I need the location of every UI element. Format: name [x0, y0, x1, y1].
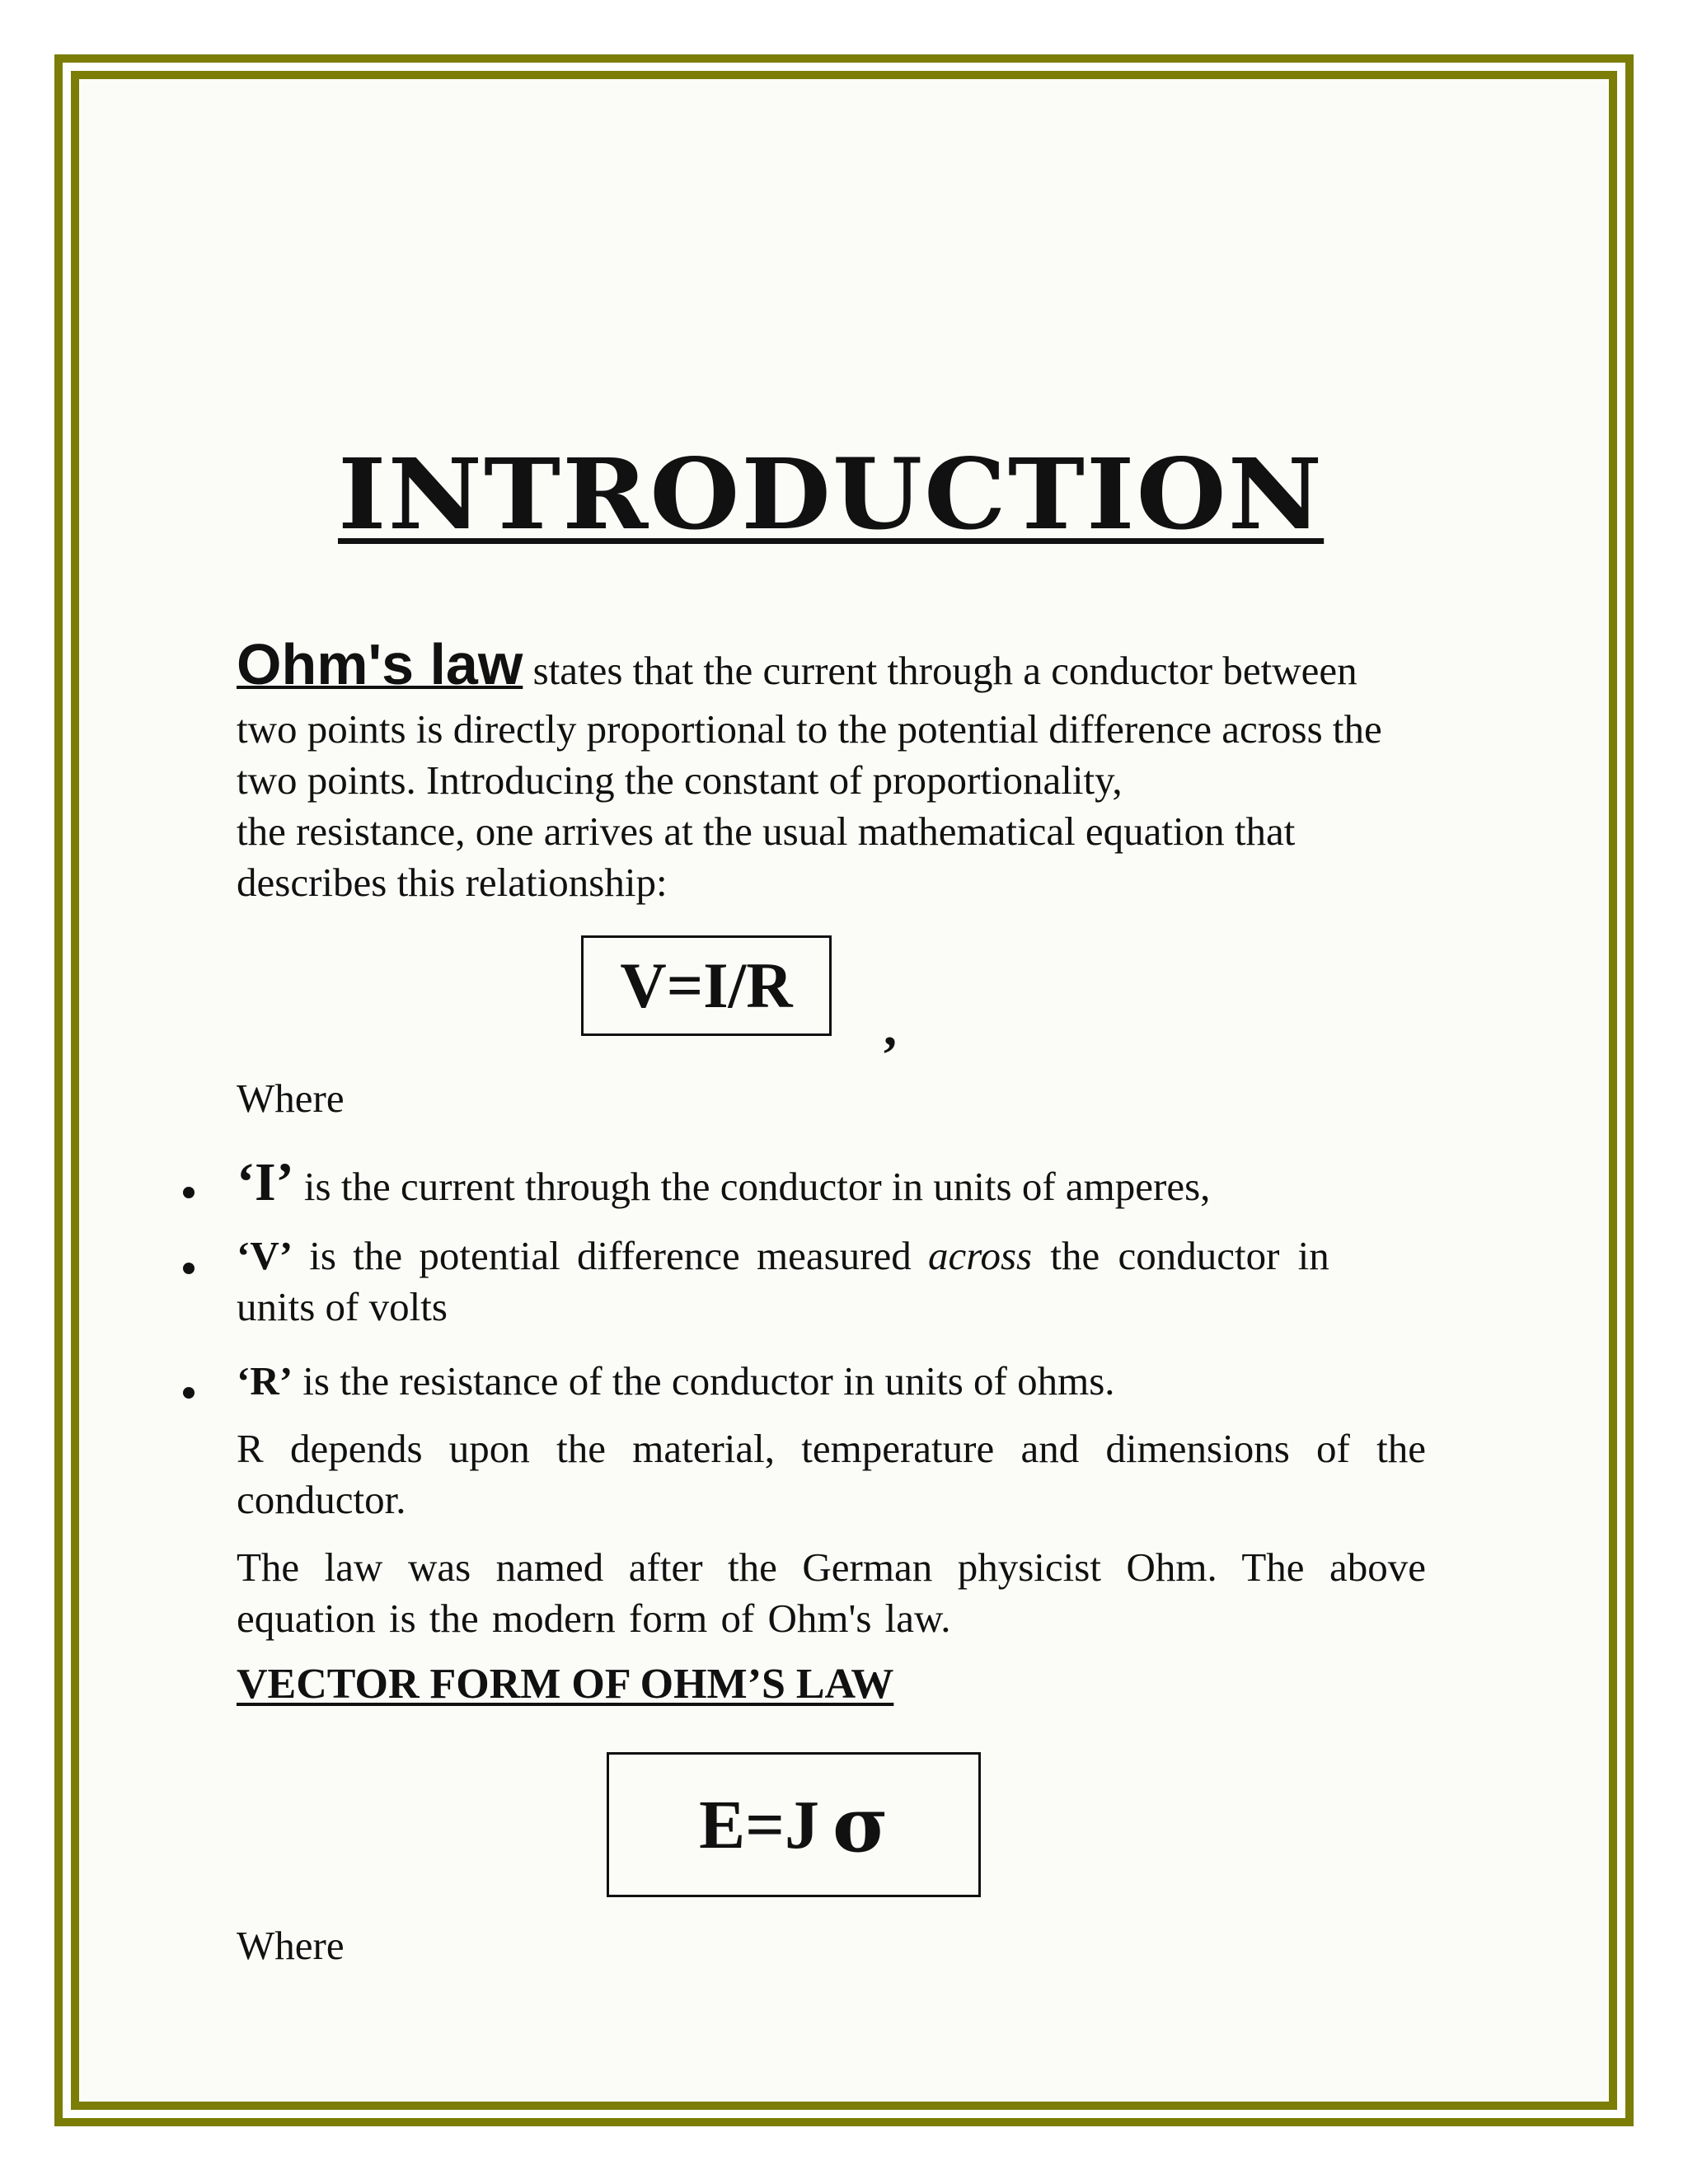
ohms-law-lead: Ohm's law: [237, 632, 523, 696]
where-label-2: Where: [237, 1923, 345, 1968]
intro-line-2: two points is directly proportional to the potential difference across the: [237, 706, 1382, 752]
bullet-voltage-line-2: units of volts: [237, 1284, 448, 1329]
bullet-dot-3: [183, 1387, 195, 1399]
named-after-paragraph: The law was named after the German physicist Ohm. The above equation is the modern form of Ohm's law.: [237, 1544, 1426, 1641]
where-label-1: Where: [237, 1076, 345, 1121]
vector-form-heading: VECTOR FORM OF OHM’S LAW: [237, 1661, 894, 1708]
equation-comma: ,: [884, 998, 897, 1057]
intro-line-5: describes this relationship:: [237, 860, 668, 905]
resistance-dependency-paragraph: R depends upon the material, temperature and dimensions of the conductor.: [237, 1426, 1426, 1522]
bullet-voltage-line-1: ‘V’ is the potential difference measured across the conductor in: [237, 1233, 1329, 1278]
sigma-symbol: σ: [832, 1780, 889, 1869]
bullet-resistance: ‘R’ is the resistance of the conductor in units of ohms.: [237, 1358, 1115, 1404]
equation-box-vector: E=J σ: [607, 1752, 981, 1897]
page-title: INTRODUCTION: [337, 437, 1325, 551]
equation-box-ohm: V=I/R: [581, 935, 832, 1036]
bullet-dot-1: [183, 1187, 195, 1198]
intro-line-4: the resistance, one arrives at the usual mathematical equation that: [237, 808, 1296, 854]
intro-line-1: Ohm's law states that the current through a conductor between: [237, 632, 1357, 696]
bullet-dot-2: [183, 1263, 195, 1274]
intro-line-3: two points. Introducing the constant of proportionality,: [237, 757, 1123, 803]
bullet-current: ‘I’ is the current through the conductor in units of amperes,: [237, 1152, 1211, 1212]
